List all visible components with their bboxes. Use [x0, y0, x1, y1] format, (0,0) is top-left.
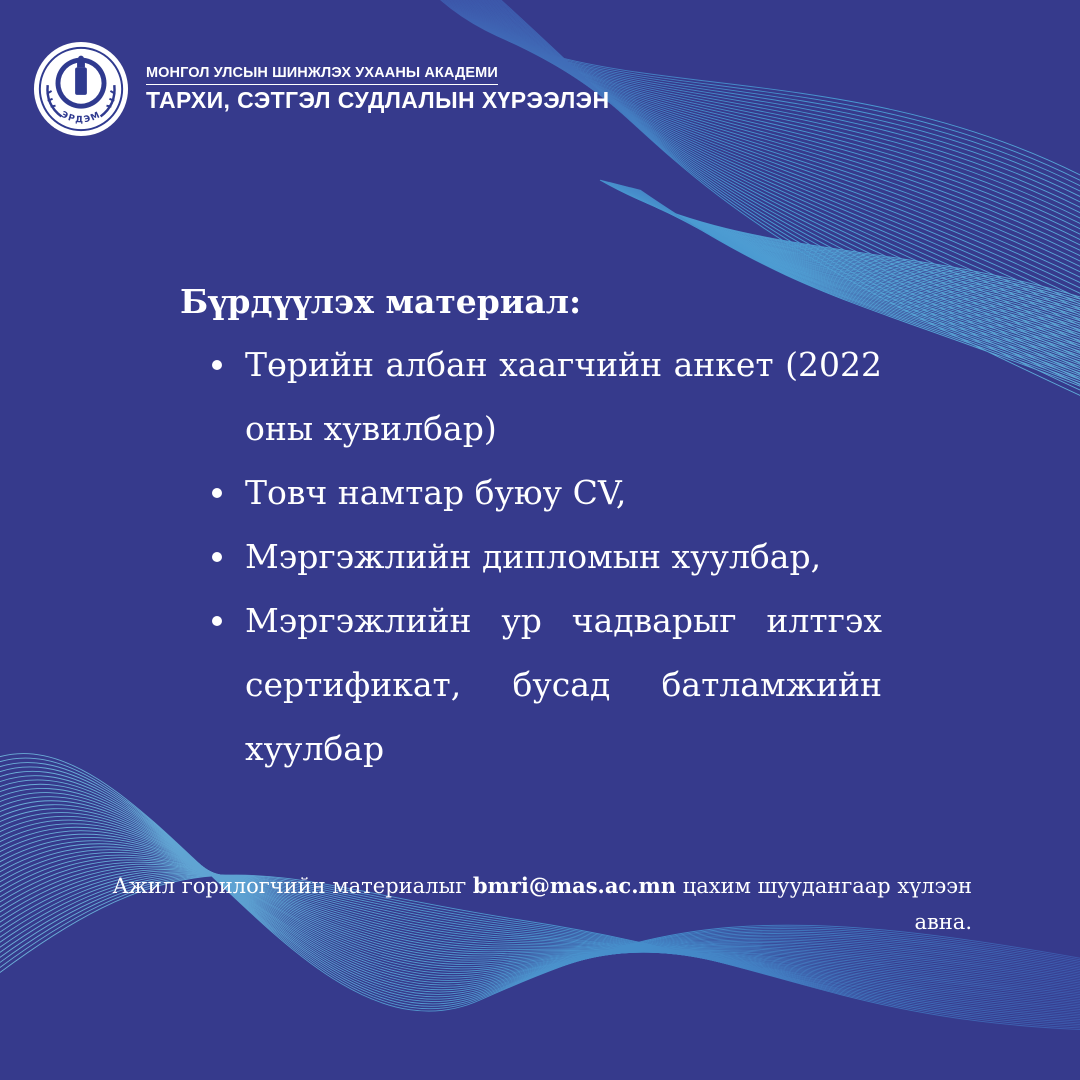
- submission-note: [72, 868, 972, 940]
- academy-logo: [32, 40, 130, 138]
- note-text-after: цахим шуудангаар хүлээн авна.: [676, 874, 972, 934]
- logo-motto: ЭРДЭМ: [59, 109, 103, 126]
- bullet-icon: [212, 552, 222, 562]
- list-item-text: Товч намтар буюу CV,: [245, 473, 627, 512]
- list-item: [180, 461, 882, 525]
- list-item-text: Төрийн албан хаагчийн анкет (2022 оны хувилбар): [245, 345, 882, 448]
- contact-email[interactable]: bmri@mas.ac.mn: [472, 873, 677, 898]
- requirements-heading: Бүрдүүлэх материал:: [180, 282, 582, 321]
- list-item: [180, 333, 882, 461]
- list-item: [180, 525, 882, 589]
- bullet-icon: [212, 488, 222, 498]
- requirements-section: [180, 282, 882, 781]
- bullet-icon: [212, 616, 222, 626]
- list-item: [180, 589, 882, 781]
- list-item-text: Мэргэжлийн дипломын хуулбар,: [245, 537, 822, 576]
- bullet-icon: [212, 360, 222, 370]
- list-item-text: Мэргэжлийн ур чадварыг илтгэх сертификат, бусад батламжийн хуулбар: [245, 601, 882, 768]
- header: [32, 40, 609, 138]
- institute-name: ТАРХИ, СЭТГЭЛ СУДЛАЛЫН ХҮРЭЭЛЭН: [146, 87, 610, 113]
- note-text-before: Ажил горилогчийн материалыг: [112, 874, 473, 898]
- organization-name: [146, 64, 609, 114]
- academy-name: МОНГОЛ УЛСЫН ШИНЖЛЭХ УХААНЫ АКАДЕМИ: [146, 65, 498, 85]
- requirements-list: [180, 333, 882, 781]
